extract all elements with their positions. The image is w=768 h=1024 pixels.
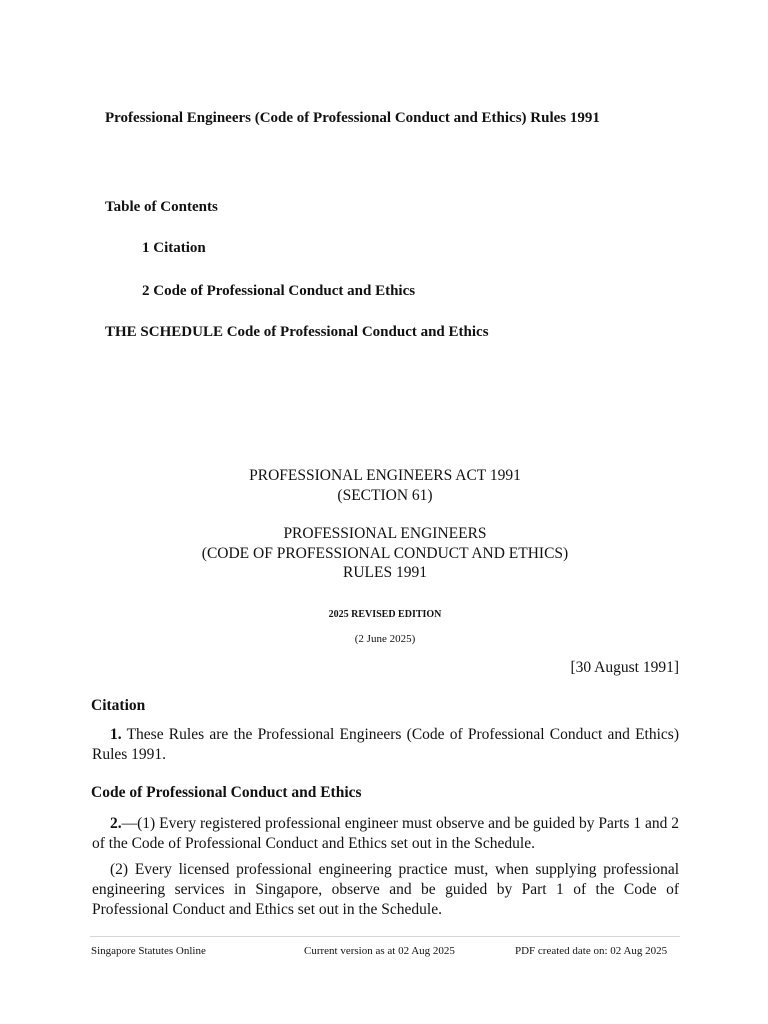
paragraph-2-2-text: Every licensed professional engineering practice must, when supplying professional engineering services in Singapore, observe and be guided by Part 1 of the Code of Professional Conduct and Ethics set out in the Schedule.: [92, 861, 680, 918]
rules-title-line-2: (CODE OF PROFESSIONAL CONDUCT AND ETHICS): [201, 544, 569, 562]
toc-item-schedule[interactable]: THE SCHEDULE Code of Professional Conduct and Ethics: [105, 324, 489, 340]
paragraph-1: [92, 725, 679, 765]
footer-source: Singapore Statutes Online: [91, 945, 206, 957]
act-title-block: [90, 466, 680, 505]
paragraph-2-2-prefix: (2): [110, 861, 129, 878]
section-heading-code: Code of Professional Conduct and Ethics: [91, 784, 362, 801]
footer-divider: [90, 936, 680, 937]
paragraph-2-2: [92, 860, 679, 920]
rules-title-line-1: PROFESSIONAL ENGINEERS: [283, 525, 487, 542]
paragraph-2-1: [92, 814, 679, 854]
revised-edition-label: 2025 REVISED EDITION: [328, 609, 442, 620]
paragraph-2-number: 2.: [110, 815, 122, 832]
footer-current-version: Current version as at 02 Aug 2025: [304, 945, 455, 957]
act-section: (SECTION 61): [337, 486, 433, 504]
section-heading-citation: Citation: [91, 697, 146, 714]
commencement-date: [30 August 1991]: [570, 659, 679, 676]
footer-pdf-created: PDF created date on: 02 Aug 2025: [515, 945, 668, 957]
toc-item-code-of-conduct[interactable]: 2 Code of Professional Conduct and Ethics: [142, 283, 416, 299]
paragraph-2-1-text: Every registered professional engineer must observe and be guided by Parts 1 and 2 of the Code of Professional Conduct and Ethics set out in the Schedule.: [92, 815, 680, 852]
toc-heading: Table of Contents: [105, 199, 218, 215]
act-name: PROFESSIONAL ENGINEERS ACT 1991: [249, 467, 521, 484]
document-title: Professional Engineers (Code of Professional Conduct and Ethics) Rules 1991: [105, 110, 600, 126]
rules-title-line-3: RULES 1991: [343, 564, 427, 581]
revised-edition-date: (2 June 2025): [354, 633, 416, 645]
toc-item-citation[interactable]: 1 Citation: [142, 240, 206, 256]
paragraph-2-1-prefix: —(1): [121, 815, 156, 832]
paragraph-1-text: These Rules are the Professional Engineers (Code of Professional Conduct and Ethics) Rules 1991.: [92, 726, 679, 763]
paragraph-1-number: 1.: [110, 726, 122, 743]
rules-title-block: [90, 524, 680, 583]
